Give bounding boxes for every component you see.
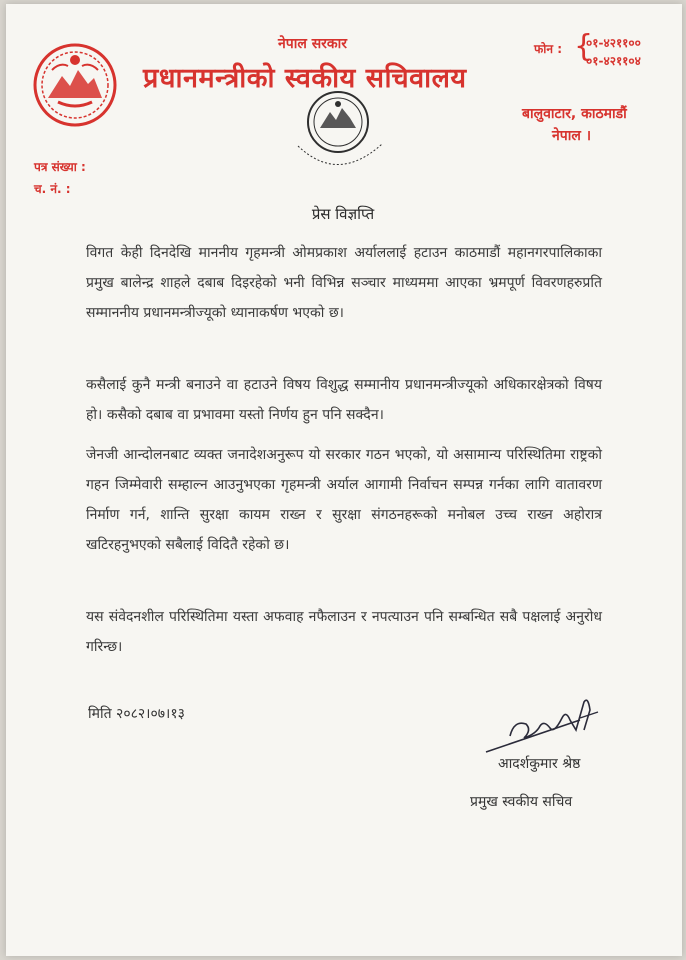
phone-number-1: ०१-४२११०० — [586, 36, 641, 50]
paragraph-4: यस संवेदनशील परिस्थितिमा यस्ता अफवाह नफैलाउन र नपत्याउन पनि सम्बन्धित सबै पक्षलाई अनुरोध गरिन्छ। — [86, 609, 602, 655]
government-label: नेपाल सरकार — [278, 36, 348, 52]
office-title: प्रधानमन्त्रीको स्वकीय सचिवालय — [143, 63, 467, 94]
letter-number-label: पत्र संख्या : — [34, 160, 86, 174]
office-seal-icon — [278, 84, 398, 188]
phone-number-2: ०१-४२११०४ — [586, 54, 641, 68]
phone-label: फोन : — [534, 42, 562, 56]
nepal-emblem-icon — [30, 40, 120, 130]
dispatch-number-label: च. नं. : — [34, 182, 71, 196]
signatory-title: प्रमुख स्वकीय सचिव — [470, 794, 573, 810]
address-line-1: बालुवाटार, काठमाडौं — [522, 106, 627, 122]
date-line: मिति २०८२।०७।१३ — [88, 706, 185, 722]
brace-glyph: { — [574, 29, 594, 64]
paragraph-3: जेनजी आन्दोलनबाट व्यक्त जनादेशअनुरूप यो सरकार गठन भएको, यो असामान्य परिस्थितिमा राष्ट्रको गहन जिम्मेवारी सम्हाल्न आउनुभएका गृहमन्त्री अर्याल आगामी निर्वाचन सम्पन्न गर्नका लागि वातावरण निर्माण गर्न, शान्ति सुरक्षा कायम राख्न र सुरक्षा संगठनहरूको मनोबल उच्च राख्न अहोरात्र खटिरहनुभएको सबैलाई विदितै रहेको छ। — [86, 447, 602, 553]
paragraph-1: विगत केही दिनदेखि माननीय गृहमन्त्री ओमप्रकाश अर्याललाई हटाउन काठमाडौं महानगरपालिकाका प्रमुख बालेन्द्र शाहले दबाब दिइरहेको भनी विभिन्न सञ्चार माध्यममा आएका भ्रमपूर्ण विवरणहरुप्रति सम्माननीय प्रधानमन्त्रीज्यूको ध्यानाकर्षण भएको छ। — [86, 245, 602, 321]
paragraph-2: कसैलाई कुनै मन्त्री बनाउने वा हटाउने विषय विशुद्ध सम्मानीय प्रधानमन्त्रीज्यूको अधिकारक्षेत्रको विषय हो। कसैको दबाब वा प्रभावमा यस्तो निर्णय हुन पनि सक्दैन। — [86, 377, 602, 423]
press-release-title: प्रेस विज्ञप्ति — [311, 205, 375, 223]
signatory-name: आदर्शकुमार श्रेष्ठ — [498, 756, 581, 772]
address-line-2: नेपाल । — [552, 128, 592, 144]
